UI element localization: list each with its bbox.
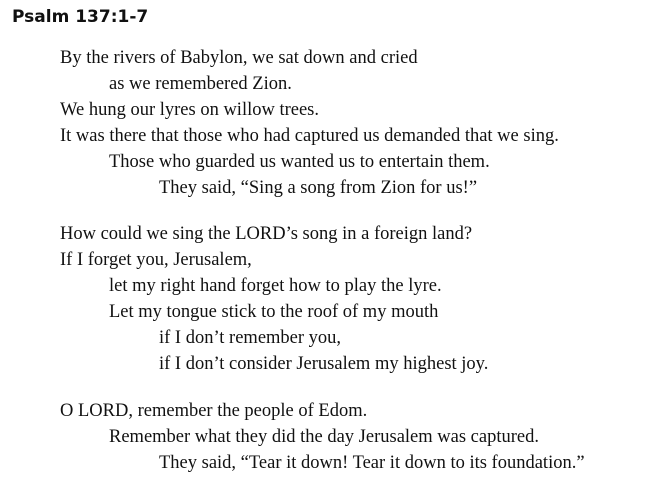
verse-line: It was there that those who had captured us demanded that we sing. [60,126,559,146]
verse-line: O LORD, remember the people of Edom. [60,401,368,421]
verse-line: if I don’t consider Jerusalem my highest joy. [159,354,489,374]
verse-line: They said, “Sing a song from Zion for us!” [159,178,478,198]
verse-line: if I don’t remember you, [159,328,342,348]
verse-line: Remember what they did the day Jerusalem was captured. [109,427,539,447]
stanza-3 [0,398,668,476]
stanza-1 [0,45,668,201]
verse-line: as we remembered Zion. [109,74,292,94]
verse-line: Those who guarded us wanted us to entertain them. [109,152,490,172]
verse-line: They said, “Tear it down! Tear it down to its foundation.” [159,453,585,473]
verse-line: Let my tongue stick to the roof of my mouth [109,302,439,322]
verse-line: How could we sing the LORD’s song in a foreign land? [60,224,473,244]
verse-line: By the rivers of Babylon, we sat down and cried [60,48,418,68]
verse-line: If I forget you, Jerusalem, [60,250,252,270]
verse-line: We hung our lyres on willow trees. [60,100,319,120]
stanza-2 [0,221,668,377]
passage-heading: Psalm 137:1-7 [12,7,149,27]
verse-line: let my right hand forget how to play the lyre. [109,276,442,296]
